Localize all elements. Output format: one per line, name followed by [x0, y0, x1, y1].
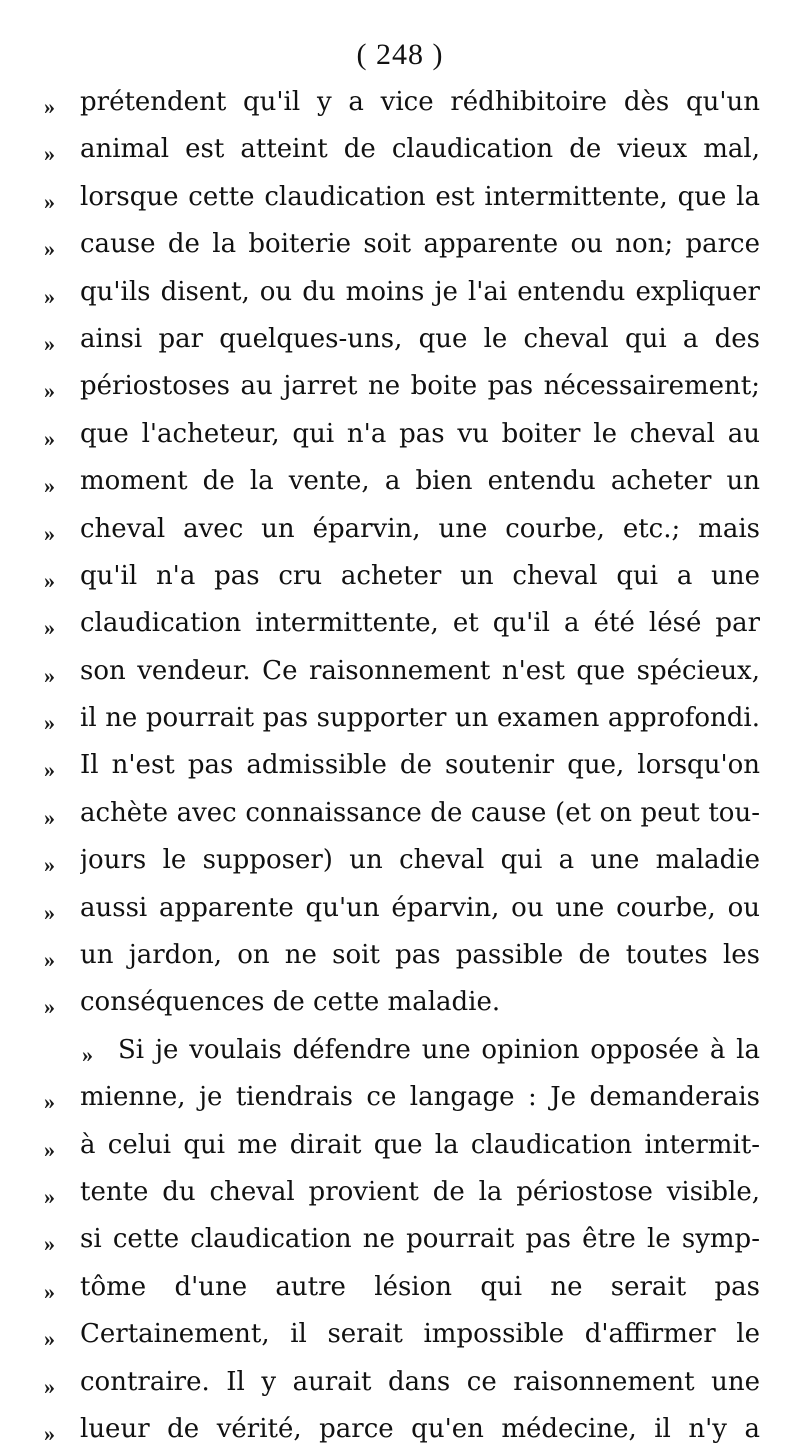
quote-mark: » [44, 567, 55, 593]
quote-mark: » [44, 1373, 55, 1399]
line-text: tôme d'une autre lésion qui ne serait pas [80, 1271, 760, 1302]
quote-mark: » [44, 852, 55, 878]
text-line [0, 745, 800, 792]
quote-mark: » [44, 141, 55, 167]
line-text: son vendeur. Ce raisonnement n'est que spécieux, [80, 655, 760, 686]
text-line [0, 461, 800, 508]
line-text: que l'acheteur, qui n'a pas vu boiter le cheval au [80, 418, 760, 449]
text-line [0, 793, 800, 840]
line-text: conséquences de cette maladie. [80, 987, 501, 1018]
quote-mark: » [44, 520, 55, 546]
line-text: un jardon, on ne soit pas passible de toutes les [80, 940, 760, 971]
line-text: tente du cheval provient de la périostose visible, [80, 1176, 760, 1207]
text-line [0, 1172, 800, 1219]
text-line [0, 366, 800, 413]
text-line [0, 1125, 800, 1172]
text-line [0, 1362, 800, 1409]
text-line [0, 129, 800, 176]
quote-mark: » [44, 188, 55, 214]
text-line [0, 414, 800, 461]
line-text: ainsi par quelques-uns, que le cheval qui a des [80, 323, 760, 354]
text-line [0, 935, 800, 982]
line-text: qu'il n'a pas cru acheter un cheval qui a une [80, 560, 760, 591]
text-line [0, 1409, 800, 1456]
text-line [0, 1267, 800, 1314]
text-line [0, 224, 800, 271]
quote-mark: » [44, 330, 55, 356]
quote-mark: » [82, 1041, 93, 1067]
line-text: jours le supposer) un cheval qui a une maladie [80, 845, 760, 876]
line-text: qu'ils disent, ou du moins je l'ai entendu expliquer [80, 276, 760, 307]
quote-mark: » [44, 615, 55, 641]
line-text: mienne, je tiendrais ce langage : Je demanderais [80, 1082, 760, 1113]
line-text: moment de la vente, a bien entendu acheter un [80, 466, 760, 497]
quote-mark: » [44, 94, 55, 119]
text-line [0, 1030, 800, 1077]
text-line [0, 177, 800, 224]
quote-mark: » [44, 236, 55, 262]
text-line [0, 272, 800, 319]
line-text: prétendent qu'il y a vice rédhibitoire dès qu'un [80, 87, 760, 117]
page-number: ( 248 ) [356, 38, 444, 71]
quote-mark: » [44, 662, 55, 688]
quote-mark: » [44, 1278, 55, 1304]
line-text: contraire. Il y aurait dans ce raisonnement une [80, 1366, 760, 1397]
quote-mark: » [44, 378, 55, 404]
text-line [0, 1314, 800, 1361]
line-text: claudication intermittente, et qu'il a été lésé par [80, 608, 760, 639]
quote-mark: » [44, 804, 55, 830]
line-text: lueur de vérité, parce qu'en médecine, il n'y a [80, 1413, 760, 1444]
line-text: périostoses au jarret ne boite pas nécessairement; [80, 371, 760, 402]
quote-mark: » [44, 425, 55, 451]
text-line [0, 888, 800, 935]
text-line [0, 982, 800, 1029]
quote-mark: » [44, 1231, 55, 1257]
quote-mark: » [44, 1326, 55, 1352]
quote-mark: » [44, 1183, 55, 1209]
quote-mark: » [44, 994, 55, 1020]
line-text: à celui qui me dirait que la claudication intermit- [80, 1129, 760, 1160]
text-line [0, 1077, 800, 1124]
quote-mark: » [44, 473, 55, 499]
line-text: Si je voulais défendre une opinion opposée à la [118, 1034, 760, 1065]
text-line [0, 1219, 800, 1266]
line-text: il ne pourrait pas supporter un examen approfondi. [80, 703, 760, 734]
text-line [0, 651, 800, 698]
line-text: aussi apparente qu'un éparvin, ou une courbe, ou [80, 892, 760, 923]
quote-mark: » [44, 1089, 55, 1115]
quote-mark: » [44, 757, 55, 783]
quote-mark: » [44, 947, 55, 973]
line-text: cheval avec un éparvin, une courbe, etc.; mais [80, 513, 760, 544]
text-line [0, 840, 800, 887]
line-text: animal est atteint de claudication de vieux mal, [80, 134, 760, 165]
text-line [0, 556, 800, 603]
line-text: achète avec connaissance de cause (et on peut tou- [80, 797, 760, 828]
quote-mark: » [44, 899, 55, 925]
text-line [0, 603, 800, 650]
quote-mark: » [44, 1420, 55, 1446]
line-text: cause de la boiterie soit apparente ou non; parce [80, 229, 760, 260]
quote-mark: » [44, 710, 55, 736]
line-text: Il n'est pas admissible de soutenir que, lorsqu'on [80, 750, 760, 781]
line-text: Certainement, il serait impossible d'affirmer le [80, 1319, 760, 1350]
line-text: si cette claudication ne pourrait pas être le symp- [80, 1224, 760, 1255]
quote-mark: » [44, 1136, 55, 1162]
quote-mark: » [44, 283, 55, 309]
text-line [0, 509, 800, 556]
text-line [0, 319, 800, 366]
text-line [0, 698, 800, 745]
page-body [0, 82, 800, 1456]
line-text: lorsque cette claudication est intermittente, que la [80, 181, 760, 212]
text-line [0, 82, 800, 129]
